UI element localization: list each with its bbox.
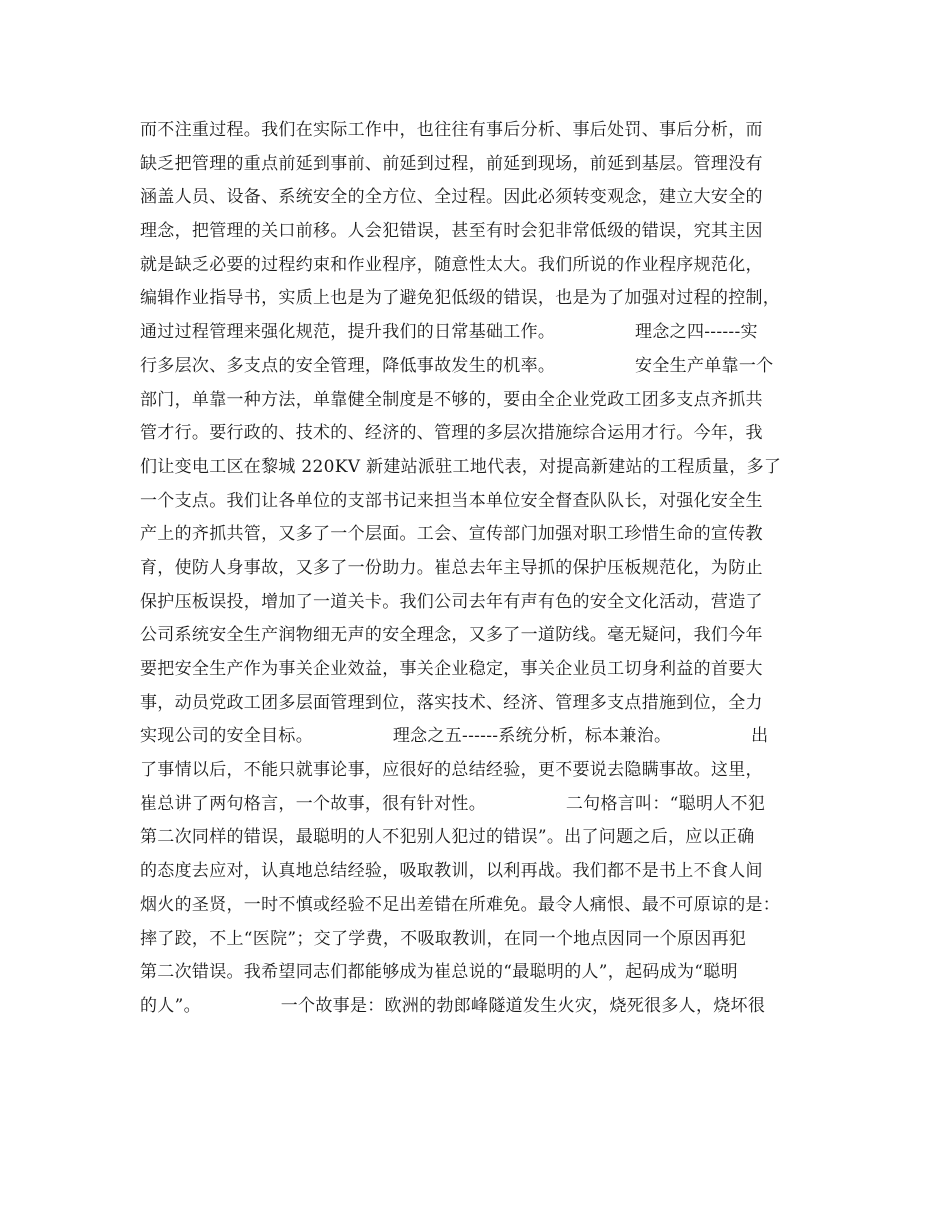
text-line: 编辑作业指导书，实质上也是为了避免犯低级的错误，也是为了加强对过程的控制， <box>140 288 781 309</box>
text-line: 一个支点。我们让各单位的支部书记来担当本单位安全督查队队长，对强化安全生 <box>140 490 763 511</box>
text-line: 的人”。 一个故事是：欧洲的勃郎峰隧道发生火灾，烧死很多人，烧坏很 <box>140 995 766 1016</box>
text-line: 行多层次、多支点的安全管理，降低事故发生的机率。 安全生产单靠一个 <box>140 355 774 376</box>
text-line: 第二次错误。我希望同志们都能够成为崔总说的“最聪明的人”，起码成为“聪明 <box>140 962 738 983</box>
text-line: 部门，单靠一种方法，单靠健全制度是不够的，要由全企业党政工团多支点齐抓共 <box>140 389 763 410</box>
text-line: 就是缺乏必要的过程约束和作业程序，随意性太大。我们所说的作业程序规范化， <box>140 254 763 275</box>
text-line: 涵盖人员、设备、系统安全的全方位、全过程。因此必须转变观念，建立大安全的 <box>140 187 763 208</box>
text-line: 而不注重过程。我们在实际工作中，也往往有事后分析、事后处罚、事后分析，而 <box>140 120 763 140</box>
text-line: 实现公司的安全目标。 理念之五------系统分析，标本兼治。 出 <box>140 726 769 747</box>
text-line: 摔了跤，不上“医院”；交了学费，不吸取教训，在同一个地点因同一个原因再犯 <box>140 928 747 949</box>
text-line: 保护压板误投，增加了一道关卡。我们公司去年有声有色的安全文化活动，营造了 <box>140 591 763 612</box>
text-line: 了事情以后，不能只就事论事，应很好的总结经验，更不要说去隐瞒事故。这里， <box>140 760 763 781</box>
text-line: 要把安全生产作为事关企业效益，事关企业稳定，事关企业员工切身利益的首要大 <box>140 659 763 679</box>
text-line: 管才行。要行政的、技术的、经济的、管理的多层次措施综合运用才行。今年，我 <box>140 423 763 444</box>
text-line: 理念，把管理的关口前移。人会犯错误，甚至有时会犯非常低级的错误，究其主因 <box>140 221 763 242</box>
text-line: 的态度去应对，认真地总结经验，吸取教训，以利再战。我们都不是书上不食人间 <box>140 861 763 882</box>
text-line: 产上的齐抓共管，又多了一个层面。工会、宣传部门加强对职工珍惜生命的宣传教 <box>140 524 763 545</box>
text-line: 们让变电工区在黎城 220KV 新建站派驻工地代表，对提高新建站的工程质量，多了 <box>140 456 782 477</box>
text-line: 崔总讲了两句格言，一个故事，很有针对性。 二句格言叫：“聪明人不犯 <box>140 793 766 814</box>
text-line: 第二次同样的错误，最聪明的人不犯别人犯过的错误”。出了问题之后，应以正确 <box>140 827 755 848</box>
body-text <box>140 114 830 1024</box>
text-line: 通过过程管理来强化规范，提升我们的日常基础工作。 理念之四------实 <box>140 322 758 343</box>
text-line: 缺乏把管理的重点前延到事前、前延到过程，前延到现场，前延到基层。管理没有 <box>140 153 763 174</box>
text-line: 公司系统安全生产润物细无声的安全理念，又多了一道防线。毫无疑问，我们今年 <box>140 625 763 646</box>
text-line: 事，动员党政工团多层面管理到位，落实技术、经济、管理多支点措施到位，全力 <box>140 692 763 713</box>
text-line: 烟火的圣贤，一时不慎或经验不足出差错在所难免。最令人痛恨、最不可原谅的是： <box>140 894 781 915</box>
text-line: 育，使防人身事故，又多了一份助力。崔总去年主导抓的保护压板规范化，为防止 <box>140 557 763 578</box>
